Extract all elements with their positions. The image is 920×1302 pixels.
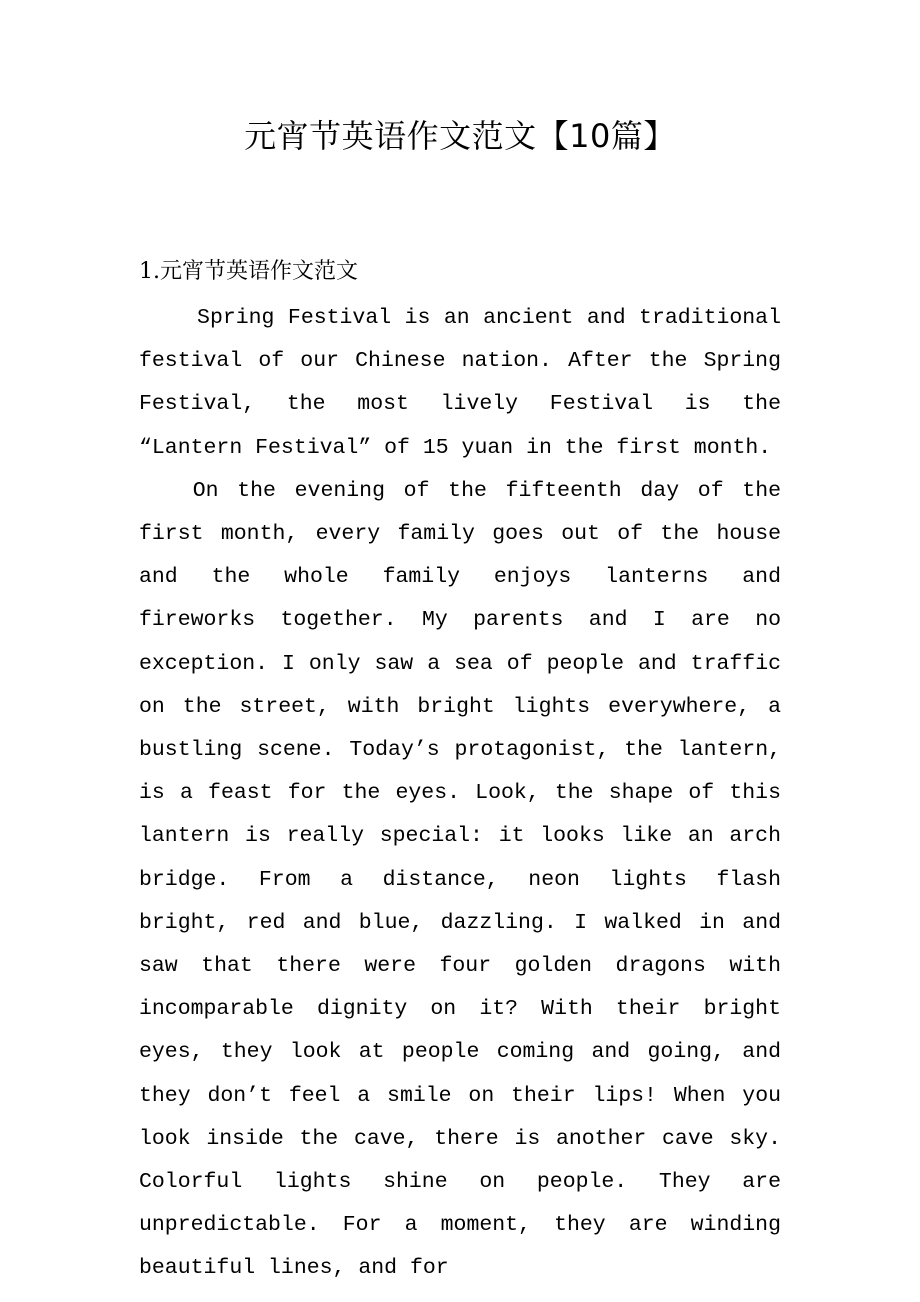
essay-body bbox=[139, 297, 781, 1291]
paragraph-2: On the evening of the fifteenth day of the first month, every family goes out of the house and the whole family enjoys lanterns and fireworks together. My parents and I are no exception. I only saw a sea of people and traffic on the street, with bright lights everywhere, a bustling scene. Today’s protagonist, the lantern, is a feast for the eyes. Look, the shape of this lantern is really special: it looks like an arch bridge. From a distance, neon lights flash bright, red and blue, dazzling. I walked in and saw that there were four golden dragons with incomparable dignity on it? With their bright eyes, they look at people coming and going, and they don’t feel a smile on their lips! When you look inside the cave, there is another cave sky. Colorful lights shine on people. They are unpredictable. For a moment, they are winding beautiful lines, and for bbox=[139, 478, 781, 1281]
document-title: 元宵节英语作文范文【10篇】 bbox=[244, 117, 676, 155]
section-heading: 1.元宵节英语作文范文 bbox=[139, 259, 358, 284]
paragraph-1: Spring Festival is an ancient and traditional festival of our Chinese nation. After the Spring Festival, the most lively Festival is the “Lantern Festival” of 15 yuan in the first month. bbox=[139, 306, 781, 460]
